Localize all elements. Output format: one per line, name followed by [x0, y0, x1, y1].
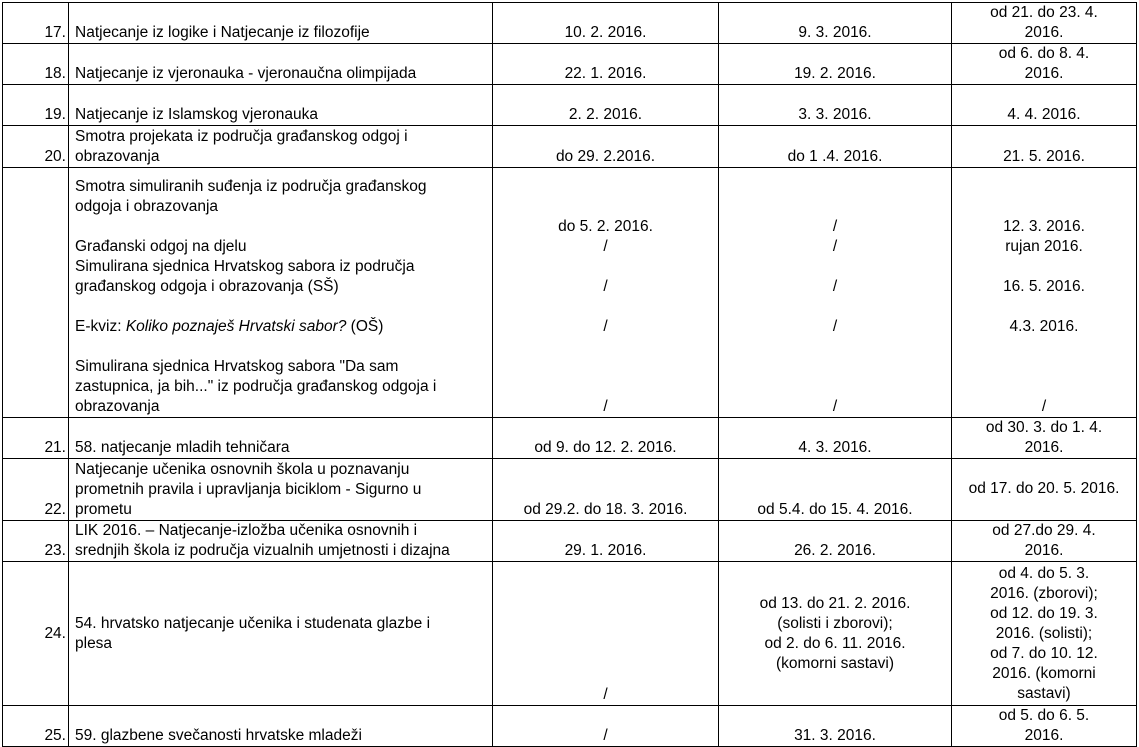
title-line: obrazovanja [75, 148, 160, 165]
competition-title: Natjecanje iz Islamskog vjeronauka [69, 85, 493, 126]
table-row [3, 562, 1137, 706]
title-line: Simulirana sjednica Hrvatskog sabora "Da sam [75, 358, 399, 375]
competition-title [69, 459, 493, 521]
date-line: / [832, 218, 838, 235]
title-line: Smotra projekata iz područja građanskog odgoj i [75, 128, 408, 145]
state-level-date-group [952, 168, 1137, 418]
title-line: prometnih pravila i upravljanja biciklom - Sigurno u [75, 481, 422, 498]
regional-level-date: od 5.4. do 15. 4. 2016. [719, 459, 952, 521]
table-row [3, 126, 1137, 168]
state-level-date [952, 706, 1137, 747]
row-number: 22. [3, 459, 69, 521]
table-row [3, 85, 1137, 126]
date-line: 16. 5. 2016. [1003, 278, 1085, 295]
date-line: sastavi) [1017, 684, 1071, 702]
date-line: / [1041, 398, 1047, 415]
title-line: odgoja i obrazovanja [75, 198, 219, 215]
competition-title: 59. glazbene svečanosti hrvatske mladeži [69, 706, 493, 747]
date-line: od 17. do 20. 5. 2016. [968, 480, 1120, 497]
date-line: od 2. do 6. 11. 2016. [764, 634, 906, 652]
date-line: od 12. do 19. 3. [990, 604, 1098, 622]
date-line: / [832, 398, 838, 415]
date-line: / [603, 398, 608, 415]
school-level-date: od 9. do 12. 2. 2016. [493, 418, 719, 459]
date-line: / [832, 238, 838, 255]
table-row [3, 459, 1137, 521]
date-line: 12. 3. 2016. [1003, 218, 1085, 235]
row-number: 24. [3, 562, 69, 706]
school-level-date: od 29.2. do 18. 3. 2016. [493, 459, 719, 521]
date-line: 2016. [1024, 65, 1064, 82]
row-number: 25. [3, 706, 69, 747]
title-line: 54. hrvatsko natjecanje učenika i studenata glazbe i [75, 614, 431, 632]
table-row [3, 706, 1137, 747]
row-number: 19. [3, 85, 69, 126]
date-line: od 4. do 5. 3. [998, 564, 1090, 582]
competition-title: Natjecanje iz logike i Natjecanje iz filozofije [69, 3, 493, 44]
date-line: 2016. [1024, 727, 1064, 744]
competition-title: Natjecanje iz vjeronauka - vjeronaučna olimpijada [69, 44, 493, 85]
table-row [3, 44, 1137, 85]
competitions-table [2, 2, 1137, 747]
school-level-date: 29. 1. 2016. [493, 521, 719, 562]
competition-title [69, 521, 493, 562]
regional-level-date-group [719, 168, 952, 418]
title-suffix: (OŠ) [346, 318, 384, 335]
title-italic: Koliko poznaješ Hrvatski sabor? [125, 318, 347, 335]
title-line: Natjecanje učenika osnovnih škola u poznavanju [75, 461, 410, 478]
date-line: / [832, 318, 838, 335]
spacer [75, 337, 488, 357]
date-line: od 5. do 6. 5. [998, 707, 1090, 724]
title-prefix: E-kviz: [75, 318, 126, 335]
regional-level-date: 31. 3. 2016. [719, 706, 952, 747]
row-number: 21. [3, 418, 69, 459]
date-line: 2016. [1024, 24, 1064, 41]
school-level-date: 2. 2. 2016. [493, 85, 719, 126]
state-level-date [952, 44, 1137, 85]
regional-level-date: 19. 2. 2016. [719, 44, 952, 85]
school-level-date: 10. 2. 2016. [493, 3, 719, 44]
state-level-date [952, 459, 1137, 521]
title-line: Simulirana sjednica Hrvatskog sabora iz područja [75, 258, 415, 275]
date-line: / [603, 238, 608, 255]
state-level-date [952, 3, 1137, 44]
school-level-date: / [493, 562, 719, 706]
table-row [3, 3, 1137, 44]
regional-level-date: 26. 2. 2016. [719, 521, 952, 562]
title-line: LIK 2016. – Natjecanje-izložba učenika osnovnih i [75, 522, 418, 539]
title-line: srednjih škola iz područja vizualnih umjetnosti i dizajna [75, 542, 450, 559]
school-level-date-group [493, 168, 719, 418]
spacer [75, 297, 488, 317]
regional-level-date [719, 562, 952, 706]
date-line: do 5. 2. 2016. [558, 218, 653, 235]
state-level-date: 4. 4. 2016. [952, 85, 1137, 126]
date-line: od 6. do 8. 4. [998, 45, 1090, 62]
date-line: 2016. (zborovi); [990, 584, 1098, 602]
school-level-date: 22. 1. 2016. [493, 44, 719, 85]
date-line: 2016. (solisti); [995, 624, 1093, 642]
table-row [3, 521, 1137, 562]
state-level-date [952, 418, 1137, 459]
regional-level-date: do 1 .4. 2016. [719, 126, 952, 168]
date-line: od 27.do 29. 4. [992, 522, 1096, 539]
date-line: / [832, 278, 838, 295]
regional-level-date: 9. 3. 2016. [719, 3, 952, 44]
title-line: prometu [75, 501, 132, 518]
title-line: Smotra simuliranih suđenja iz područja građanskog [75, 178, 427, 195]
date-line: 4.3. 2016. [1009, 318, 1079, 335]
school-level-date: do 29. 2.2016. [493, 126, 719, 168]
regional-level-date: 3. 3. 2016. [719, 85, 952, 126]
date-line: 2016. [1024, 439, 1064, 456]
table-row [3, 418, 1137, 459]
title-line: zastupnica, ja bih..." iz područja građanskog odgoja i [75, 378, 437, 395]
date-line: 2016. (komorni [992, 664, 1096, 682]
date-line: od 30. 3. do 1. 4. [985, 419, 1103, 436]
date-line: od 21. do 23. 4. [990, 4, 1098, 21]
regional-level-date: 4. 3. 2016. [719, 418, 952, 459]
state-level-date [952, 562, 1137, 706]
row-number: 23. [3, 521, 69, 562]
state-level-date: 21. 5. 2016. [952, 126, 1137, 168]
row-number: 20. [3, 126, 69, 168]
title-line: obrazovanja [75, 398, 160, 415]
date-line: / [603, 318, 608, 335]
date-line: (komorni sastavi) [776, 654, 894, 672]
title-line: Građanski odgoj na djelu [75, 238, 247, 255]
date-line: od 7. do 10. 12. [990, 644, 1098, 662]
title-line: plesa [75, 634, 113, 652]
title-line [75, 317, 488, 337]
competition-title [69, 126, 493, 168]
date-line: / [603, 278, 608, 295]
date-line: (solisti i zborovi); [777, 614, 893, 632]
row-number [3, 168, 69, 418]
table-row [3, 168, 1137, 418]
school-level-date: / [493, 706, 719, 747]
competition-title: 58. natjecanje mladih tehničara [69, 418, 493, 459]
competition-title-group [69, 168, 493, 418]
date-line: od 13. do 21. 2. 2016. [759, 594, 911, 612]
competition-title [69, 562, 493, 706]
state-level-date [952, 521, 1137, 562]
spacer [75, 217, 488, 237]
row-number: 17. [3, 3, 69, 44]
date-line: rujan 2016. [1005, 238, 1083, 255]
row-number: 18. [3, 44, 69, 85]
date-line: 2016. [1024, 542, 1064, 559]
title-line: građanskog odgoja i obrazovanja (SŠ) [75, 278, 339, 295]
